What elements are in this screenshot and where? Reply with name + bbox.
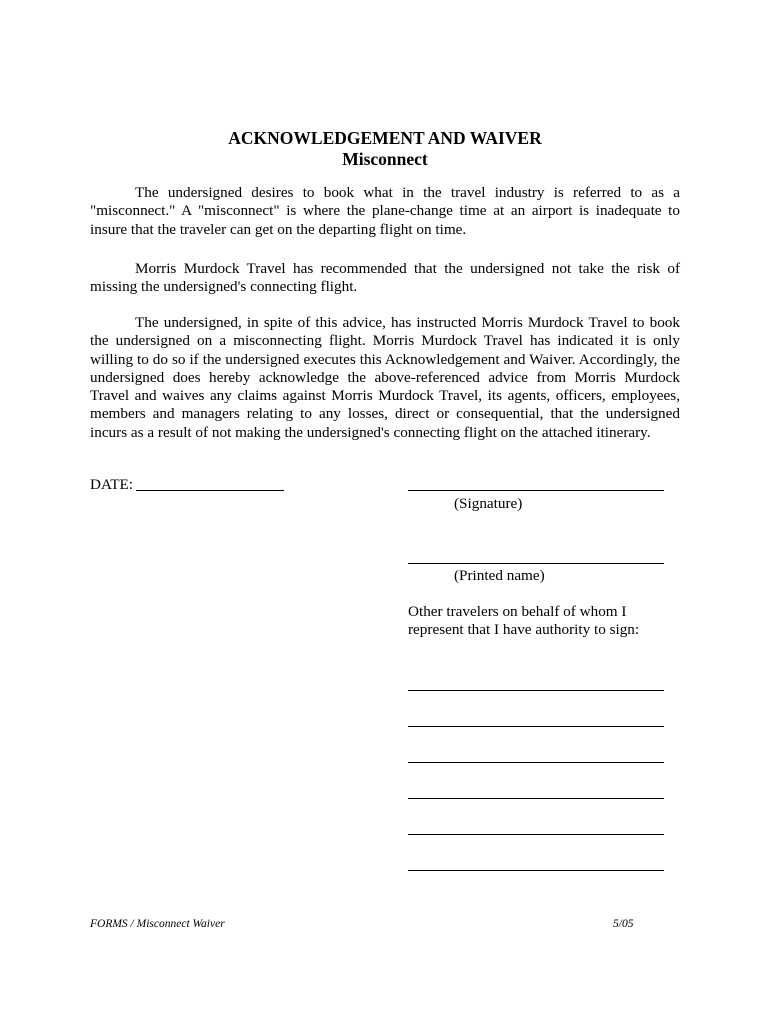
printed-name-line[interactable] (408, 563, 664, 564)
other-traveler-line[interactable] (408, 834, 664, 835)
document-title: ACKNOWLEDGEMENT AND WAIVER (228, 128, 542, 148)
footer-form-name: FORMS / Misconnect Waiver (90, 918, 225, 930)
other-traveler-line[interactable] (408, 726, 664, 727)
signature-label: (Signature) (454, 495, 523, 512)
paragraph-3: The undersigned, in spite of this advice, has instructed Morris Murdock Travel to book the undersigned on a misconnecting flight. Morris Murdock Travel has indicated it is only willing to do so if the undersigned executes this Acknowledgement and Waiver. Accordingly, the undersigned does hereby acknowledge the above-referenced advice from Morris Murdock Travel and waives any claims against Morris Murdock Travel, its agents, officers, employees, members and managers relating to any losses, direct or consequential, that the undersigned incurs as a result of not making the undersigned's connecting flight on the attached itinerary. (90, 314, 680, 441)
other-travelers-text: Other travelers on behalf of whom I represent that I have authority to sign: (408, 603, 640, 639)
document-subtitle: Misconnect (342, 149, 428, 169)
other-traveler-line[interactable] (408, 870, 664, 871)
footer-date: 5/05 (613, 918, 634, 930)
paragraph-1: The undersigned desires to book what in the travel industry is referred to as a "misconnect." A "misconnect" is where the plane-change time at an airport is inadequate to insure that the traveler can get on the departing flight on time. (90, 184, 680, 238)
printed-name-label: (Printed name) (454, 567, 545, 584)
signature-line[interactable] (408, 490, 664, 491)
paragraph-2: Morris Murdock Travel has recommended that the undersigned not take the risk of missing the undersigned's connecting flight. (90, 260, 680, 296)
date-field-line[interactable] (136, 490, 284, 491)
other-traveler-line[interactable] (408, 798, 664, 799)
other-traveler-line[interactable] (408, 762, 664, 763)
other-traveler-line[interactable] (408, 690, 664, 691)
date-label: DATE: (90, 476, 134, 493)
